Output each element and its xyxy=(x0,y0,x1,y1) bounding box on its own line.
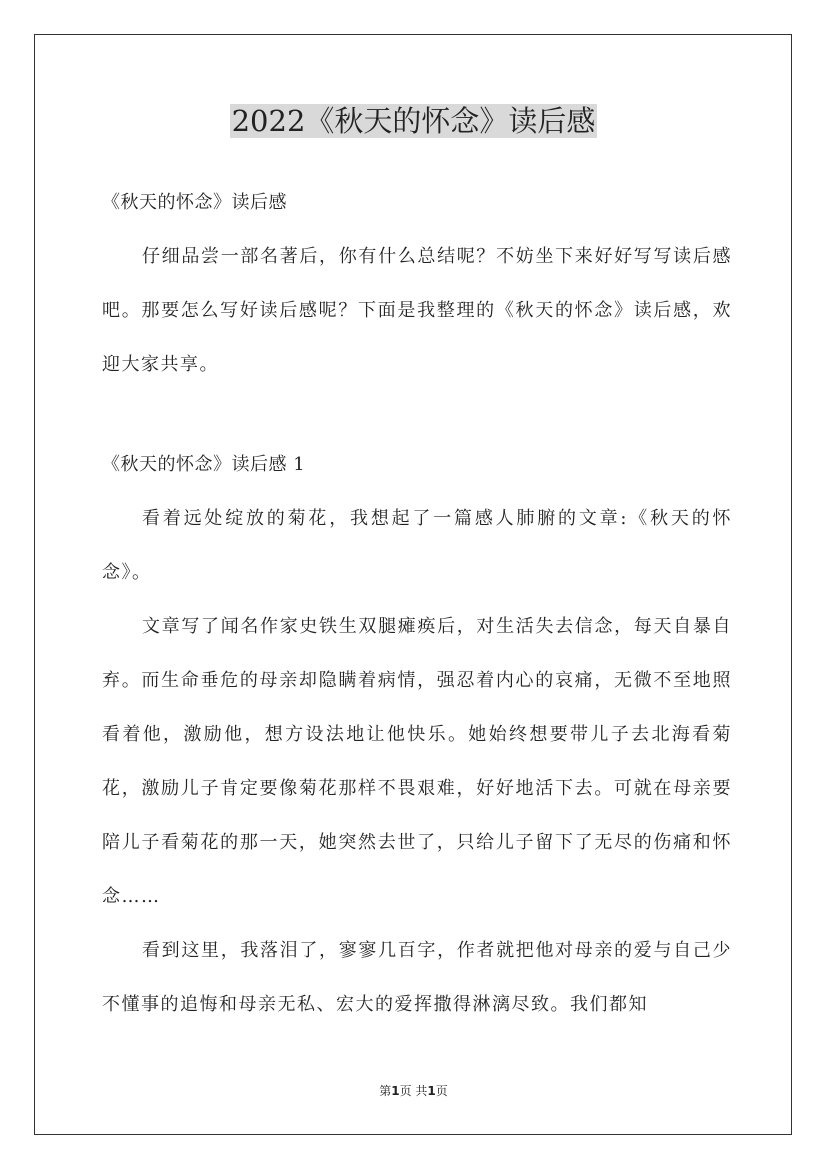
document-body xyxy=(102,176,732,1032)
document-title-text: 2022《秋天的怀念》读后感 xyxy=(231,104,596,138)
section-heading-intro: 《秋天的怀念》读后感 xyxy=(102,192,287,213)
page-total: 1 xyxy=(427,1084,436,1098)
page-footer xyxy=(0,1083,827,1099)
paragraph-3: 看到这里，我落泪了，寥寥几百字，作者就把他对母亲的爱与自己少不懂事的追悔和母亲无私、宏大的爱挥撒得淋漓尽致。我们都知 xyxy=(102,940,732,1015)
section-heading-1: 《秋天的怀念》读后感 1 xyxy=(102,454,306,475)
page-prefix: 第 xyxy=(379,1084,392,1098)
page-mid: 页 共 xyxy=(399,1084,428,1098)
paragraph-1: 看着远处绽放的菊花，我想起了一篇感人肺腑的文章:《秋天的怀念》。 xyxy=(102,508,732,583)
paragraph-intro: 仔细品尝一部名著后，你有什么总结呢？不妨坐下来好好写写读后感吧。那要怎么写好读后感呢？下面是我整理的《秋天的怀念》读后感，欢迎大家共享。 xyxy=(102,246,732,375)
page-suffix: 页 xyxy=(435,1084,448,1098)
page-current: 1 xyxy=(391,1084,400,1098)
document-title xyxy=(0,100,827,142)
paragraph-2: 文章写了闻名作家史铁生双腿瘫痪后，对生活失去信念，每天自暴自弃。而生命垂危的母亲却隐瞒着病情，强忍着内心的哀痛，无微不至地照看着他，激励他，想方设法地让他快乐。她始终想要带儿子去北海看菊花，激励儿子肯定要像菊花那样不畏艰难，好好地活下去。可就在母亲要陪儿子看菊花的那一天，她突然去世了，只给儿子留下了无尽的伤痛和怀念…… xyxy=(102,616,732,907)
